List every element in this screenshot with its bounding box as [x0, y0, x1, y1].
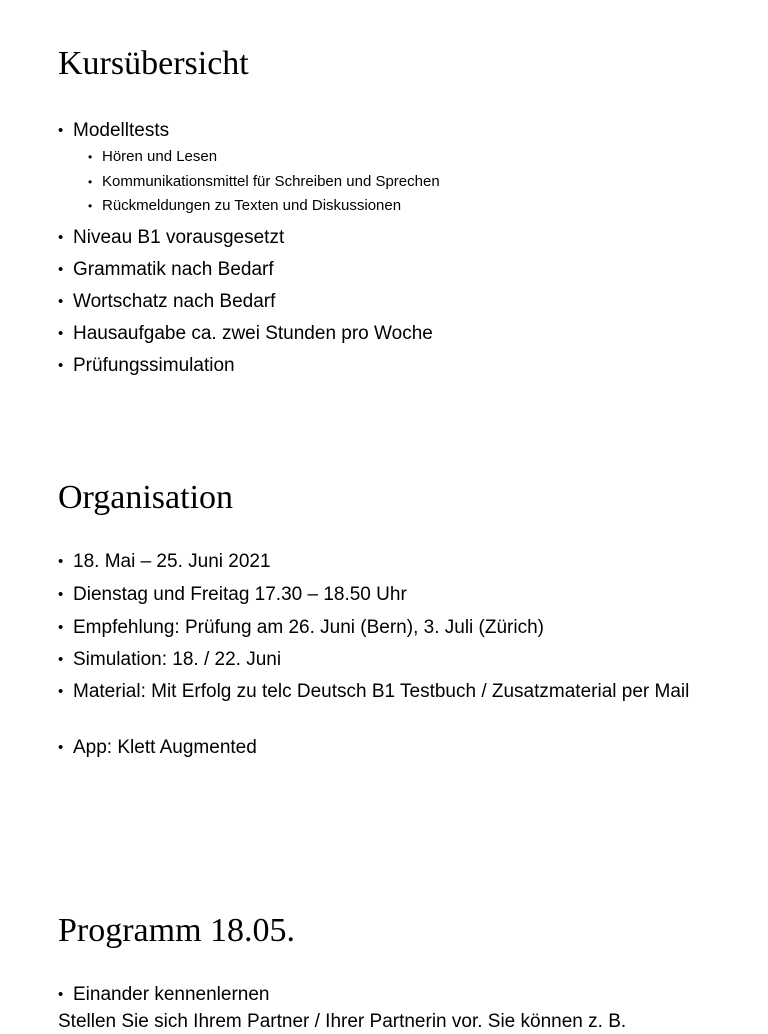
bullet-icon: •: [58, 683, 64, 700]
bullet-icon: •: [58, 293, 64, 310]
list-item: • Empfehlung: Prüfung am 26. Juni (Bern), 3. Juli (Zürich): [58, 617, 544, 638]
list-item: • Dienstag und Freitag 17.30 – 18.50 Uhr: [58, 584, 407, 605]
list-item: • Material: Mit Erfolg zu telc Deutsch B1 Testbuch / Zusatzmaterial per Mail: [58, 681, 690, 702]
bullet-icon: •: [58, 619, 64, 636]
bullet-icon: •: [58, 651, 64, 668]
list-item: • Hausaufgabe ca. zwei Stunden pro Woche: [58, 323, 433, 344]
list-item: • Wortschatz nach Bedarf: [58, 291, 276, 312]
list-item: • Prüfungssimulation: [58, 355, 235, 376]
bullet-icon: •: [58, 325, 64, 342]
sub-list-item: • Hören und Lesen: [88, 148, 218, 165]
bullet-icon: •: [58, 986, 64, 1003]
list-item: • Modelltests: [58, 120, 170, 141]
bullet-icon: •: [58, 739, 64, 756]
section-title: Programm 18.05.: [58, 912, 296, 949]
section-title: Kursübersicht: [58, 45, 249, 82]
bullet-icon: •: [58, 357, 64, 374]
list-item: • 18. Mai – 25. Juni 2021: [58, 551, 271, 572]
list-item: • Simulation: 18. / 22. Juni: [58, 649, 282, 670]
bullet-icon: •: [58, 553, 64, 570]
cutoff-text: Stellen Sie sich Ihrem Partner / Ihrer Partnerin vor. Sie können z. B.: [58, 1011, 627, 1032]
list-item: • Einander kennenlernen: [58, 984, 270, 1005]
bullet-icon: •: [58, 122, 64, 139]
bullet-icon: •: [58, 261, 64, 278]
bullet-icon: •: [88, 199, 93, 213]
bullet-icon: •: [88, 150, 93, 164]
bullet-icon: •: [58, 229, 64, 246]
list-item: • Grammatik nach Bedarf: [58, 259, 274, 280]
list-item: • App: Klett Augmented: [58, 737, 257, 758]
section-title: Organisation: [58, 479, 234, 516]
bullet-icon: •: [58, 586, 64, 603]
sub-list-item: • Kommunikationsmittel für Schreiben und Sprechen: [88, 173, 440, 190]
sub-list-item: • Rückmeldungen zu Texten und Diskussionen: [88, 197, 402, 214]
list-item: • Niveau B1 vorausgesetzt: [58, 227, 285, 248]
bullet-icon: •: [88, 175, 93, 189]
